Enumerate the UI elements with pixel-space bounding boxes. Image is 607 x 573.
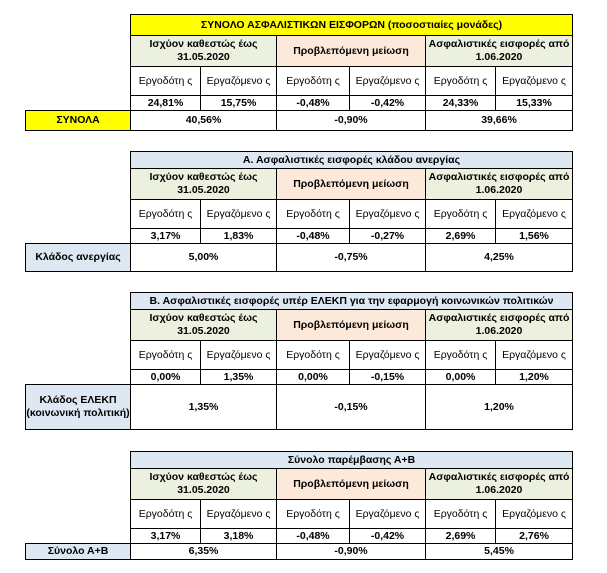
total-cell: -0,90% (277, 111, 426, 131)
spacer (26, 500, 131, 529)
value-cell: 2,69% (426, 529, 496, 544)
subheader-employee: Εργαζόμενο ς (201, 200, 277, 229)
value-cell: 1,20% (496, 370, 573, 385)
subheader-employee: Εργαζόμενο ς (496, 200, 573, 229)
subheader-employee: Εργαζόμενο ς (350, 341, 426, 370)
total-cell: 5,45% (426, 544, 573, 560)
spacer (26, 310, 131, 341)
subheader-employee: Εργαζόμενο ς (201, 341, 277, 370)
column-header-current: Ισχύον καθεστώς έως 31.05.2020 (131, 469, 277, 500)
row-label: Σύνολο Α+Β (26, 544, 131, 560)
column-header-new: Ασφαλιστικές εισφορές από 1.06.2020 (426, 469, 573, 500)
value-cell: 24,33% (426, 96, 496, 111)
total-cell: 6,35% (131, 544, 277, 560)
value-cell: -0,48% (277, 96, 350, 111)
spacer (26, 169, 131, 200)
subheader-employer: Εργοδότη ς (277, 67, 350, 96)
spacer (26, 469, 131, 500)
spacer (26, 293, 131, 310)
subheader-employee: Εργαζόμενο ς (496, 500, 573, 529)
column-header-new: Ασφαλιστικές εισφορές από 1.06.2020 (426, 310, 573, 341)
column-header-new: Ασφαλιστικές εισφορές από 1.06.2020 (426, 36, 573, 67)
subheader-employer: Εργοδότη ς (426, 341, 496, 370)
subheader-employer: Εργοδότη ς (277, 200, 350, 229)
contribution-table-2 (25, 151, 573, 272)
subheader-employer: Εργοδότη ς (426, 500, 496, 529)
column-header-reduction: Προβλεπόμενη μείωση (277, 36, 426, 67)
value-cell: 3,17% (131, 229, 201, 244)
subheader-employer: Εργοδότη ς (277, 500, 350, 529)
subheader-employee: Εργαζόμενο ς (201, 500, 277, 529)
value-cell: -0,27% (350, 229, 426, 244)
spacer (26, 36, 131, 67)
subheader-employee: Εργαζόμενο ς (496, 341, 573, 370)
spacer (26, 15, 131, 36)
table-title: Β. Ασφαλιστικές εισφορές υπέρ ΕΛΕΚΠ για την εφαρμογή κοινωνικών πολιτικών (131, 293, 573, 310)
spacer (26, 200, 131, 229)
spacer (26, 370, 131, 385)
subheader-employer: Εργοδότη ς (131, 67, 201, 96)
spacer (26, 96, 131, 111)
value-cell: -0,48% (277, 529, 350, 544)
row-label: Κλάδος ΕΛΕΚΠ (κοινωνική πολιτική) (26, 385, 131, 430)
value-cell: 2,76% (496, 529, 573, 544)
value-cell: 0,00% (277, 370, 350, 385)
value-cell: 1,83% (201, 229, 277, 244)
value-cell: 1,56% (496, 229, 573, 244)
total-cell: 40,56% (131, 111, 277, 131)
spacer (26, 229, 131, 244)
value-cell: -0,48% (277, 229, 350, 244)
contribution-table-4 (25, 451, 573, 560)
column-header-reduction: Προβλεπόμενη μείωση (277, 469, 426, 500)
value-cell: 0,00% (426, 370, 496, 385)
subheader-employer: Εργοδότη ς (131, 341, 201, 370)
value-cell: 15,33% (496, 96, 573, 111)
spacer (26, 529, 131, 544)
spacer (26, 67, 131, 96)
total-cell: -0,15% (277, 385, 426, 430)
total-cell: 5,00% (131, 244, 277, 272)
subheader-employer: Εργοδότη ς (131, 500, 201, 529)
value-cell: -0,15% (350, 370, 426, 385)
column-header-reduction: Προβλεπόμενη μείωση (277, 310, 426, 341)
value-cell: 2,69% (426, 229, 496, 244)
value-cell: 3,17% (131, 529, 201, 544)
column-header-current: Ισχύον καθεστώς έως 31.05.2020 (131, 36, 277, 67)
value-cell: -0,42% (350, 96, 426, 111)
value-cell: -0,42% (350, 529, 426, 544)
total-cell: -0,90% (277, 544, 426, 560)
subheader-employee: Εργαζόμενο ς (350, 67, 426, 96)
subheader-employee: Εργαζόμενο ς (201, 67, 277, 96)
table-title: Σύνολο παρέμβασης Α+Β (131, 452, 573, 469)
spacer (26, 452, 131, 469)
total-cell: 4,25% (426, 244, 573, 272)
column-header-current: Ισχύον καθεστώς έως 31.05.2020 (131, 169, 277, 200)
subheader-employee: Εργαζόμενο ς (350, 500, 426, 529)
subheader-employee: Εργαζόμενο ς (496, 67, 573, 96)
total-cell: 1,35% (131, 385, 277, 430)
table-title: Α. Ασφαλιστικές εισφορές κλάδου ανεργίας (131, 152, 573, 169)
row-label: Κλάδος ανεργίας (26, 244, 131, 272)
column-header-new: Ασφαλιστικές εισφορές από 1.06.2020 (426, 169, 573, 200)
subheader-employer: Εργοδότη ς (277, 341, 350, 370)
subheader-employer: Εργοδότη ς (426, 200, 496, 229)
column-header-current: Ισχύον καθεστώς έως 31.05.2020 (131, 310, 277, 341)
total-cell: -0,75% (277, 244, 426, 272)
value-cell: 24,81% (131, 96, 201, 111)
table-title: ΣΥΝΟΛΟ ΑΣΦΑΛΙΣΤΙΚΩΝ ΕΙΣΦΟΡΩΝ (ποσοστιαίες μονάδες) (131, 15, 573, 36)
subheader-employee: Εργαζόμενο ς (350, 200, 426, 229)
subheader-employer: Εργοδότη ς (426, 67, 496, 96)
subheader-employer: Εργοδότη ς (131, 200, 201, 229)
value-cell: 0,00% (131, 370, 201, 385)
value-cell: 15,75% (201, 96, 277, 111)
total-cell: 39,66% (426, 111, 573, 131)
contribution-table-1 (25, 14, 573, 131)
total-cell: 1,20% (426, 385, 573, 430)
row-label: ΣΥΝΟΛΑ (26, 111, 131, 131)
column-header-reduction: Προβλεπόμενη μείωση (277, 169, 426, 200)
value-cell: 1,35% (201, 370, 277, 385)
spacer (26, 341, 131, 370)
spacer (26, 152, 131, 169)
contribution-table-3 (25, 292, 573, 430)
value-cell: 3,18% (201, 529, 277, 544)
